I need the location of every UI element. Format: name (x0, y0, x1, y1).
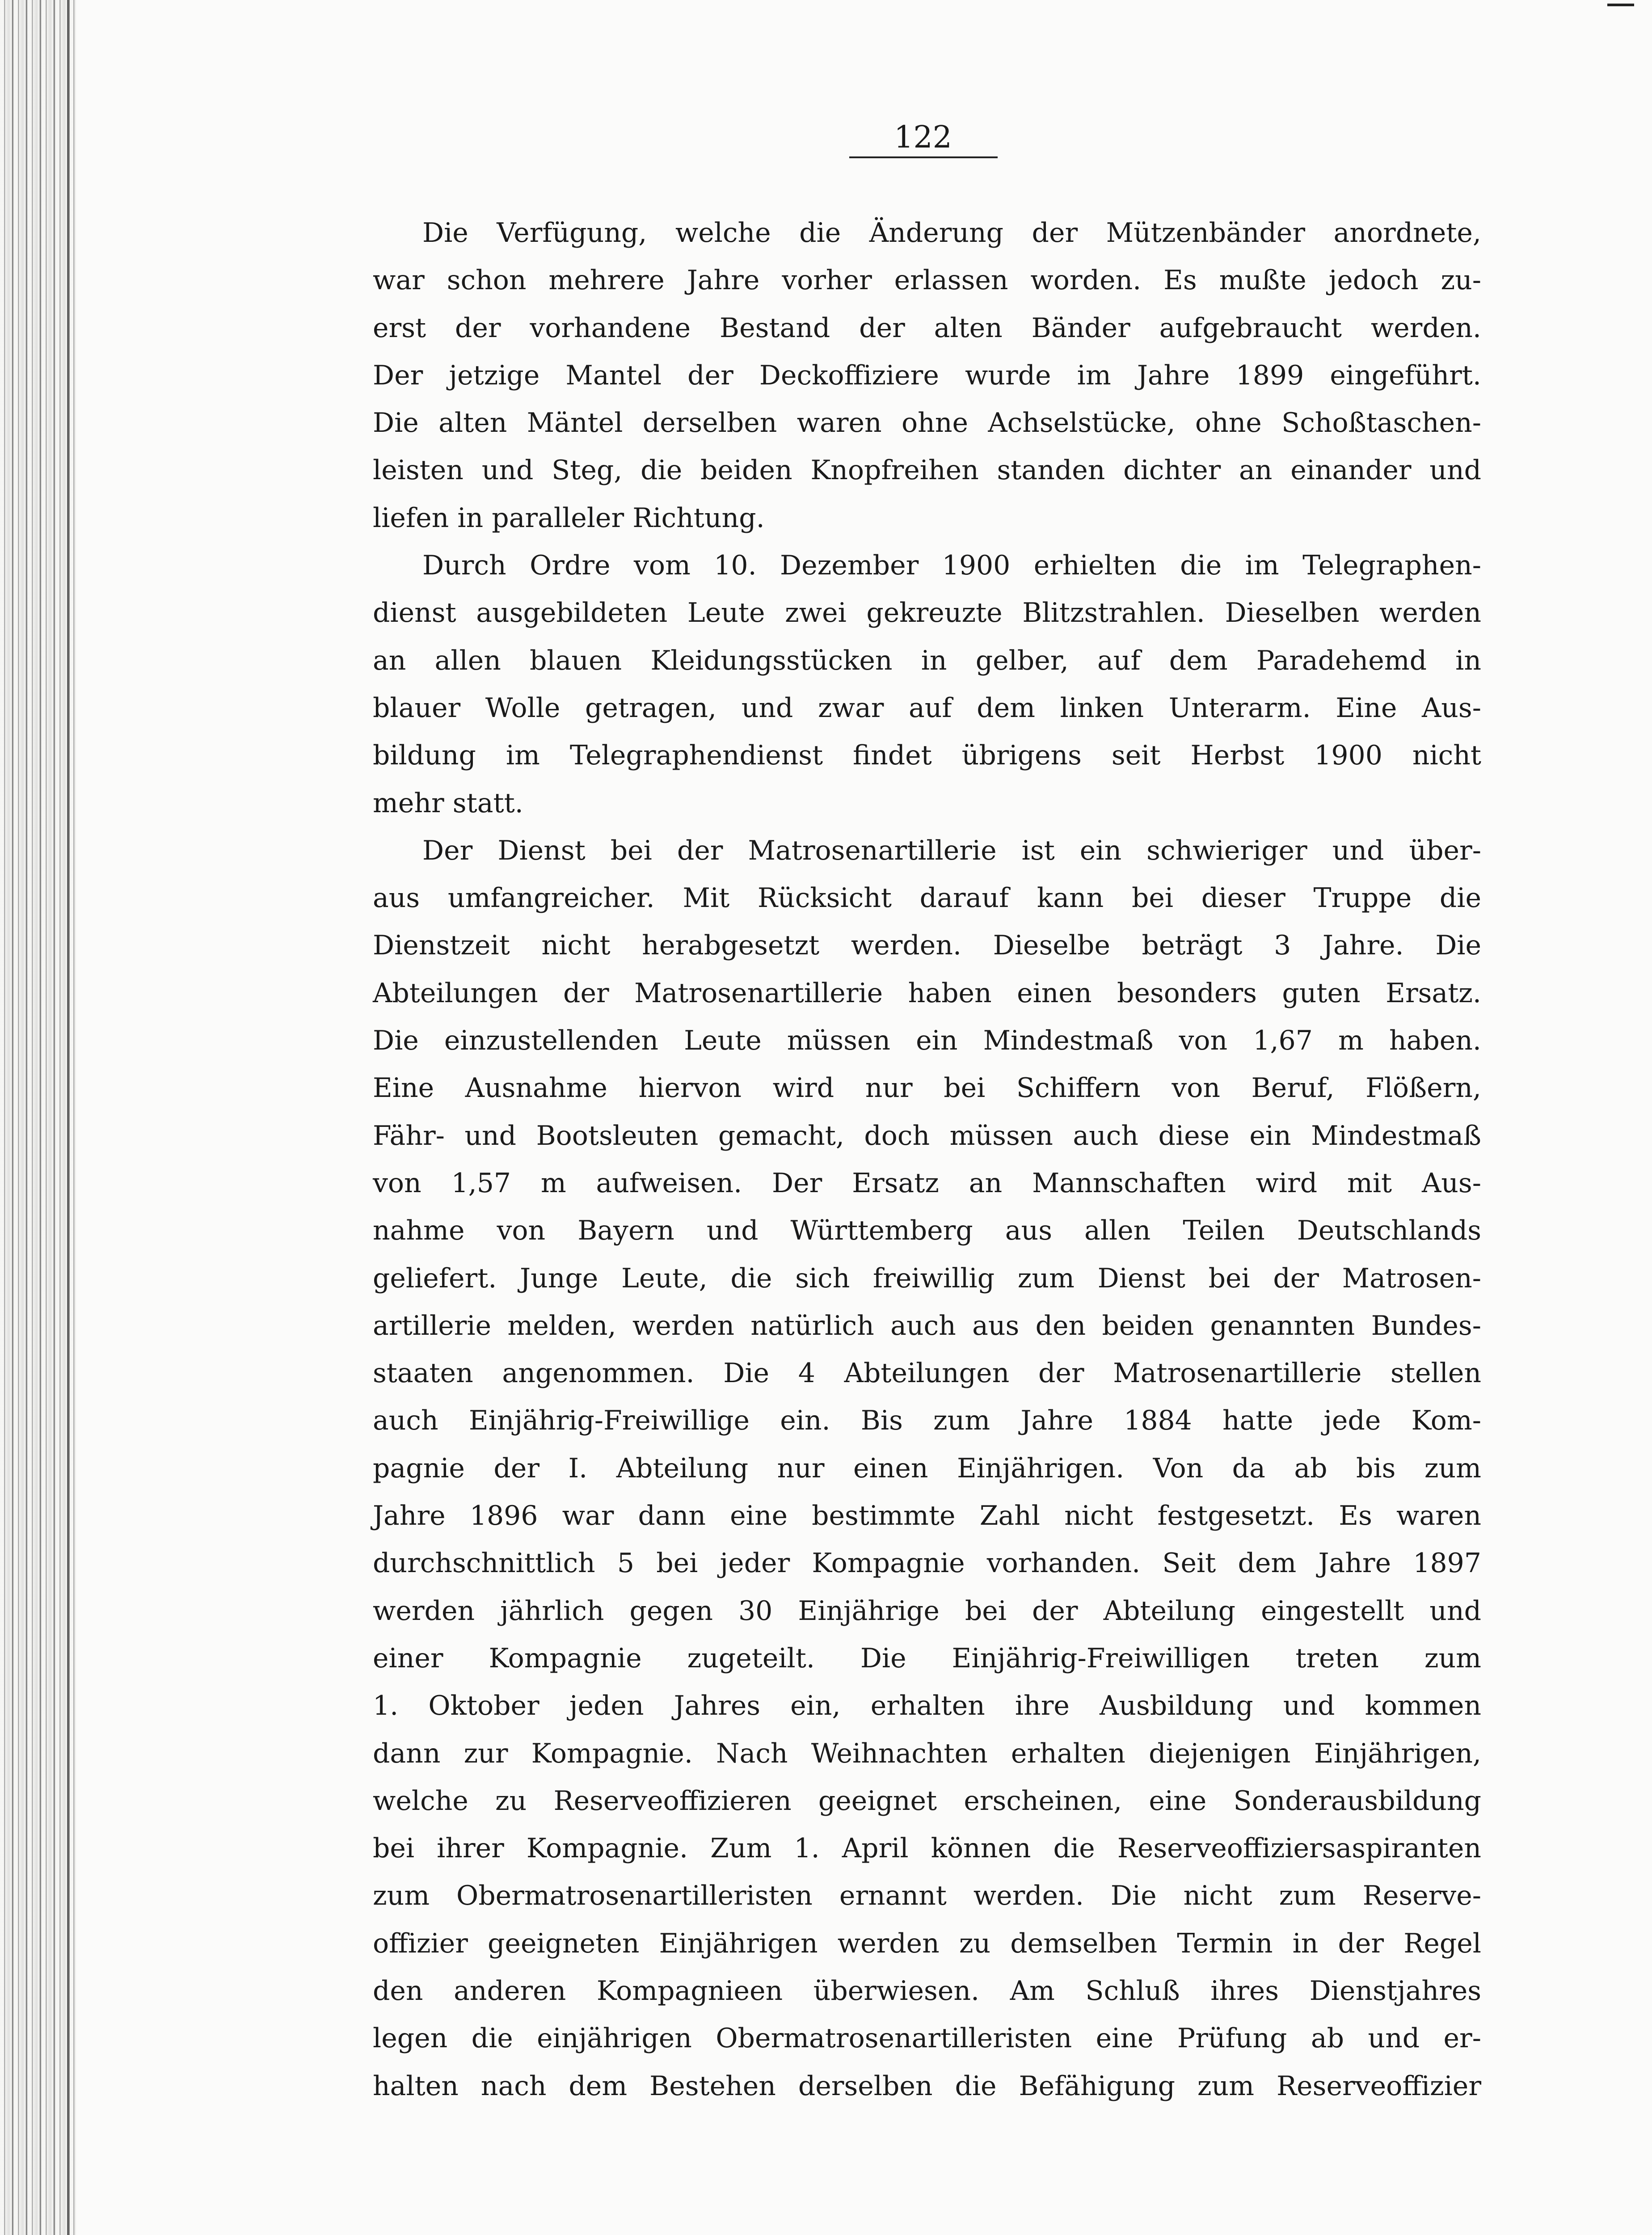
text-line: auch Einjährig-Freiwillige ein. Bis zum Jahre 1884 hatte jede Kom- (373, 1405, 1481, 1437)
text-line: blauer Wolle getragen, und zwar auf dem linken Unterarm. Eine Aus- (373, 692, 1481, 724)
text-line: war schon mehrere Jahre vorher erlassen worden. Es mußte jedoch zu- (373, 265, 1481, 296)
page-number: 122 (894, 120, 952, 155)
text-line: leisten und Steg, die beiden Knopfreihen standen dichter an einander und (373, 455, 1481, 486)
text-line: welche zu Reserveoffizieren geeignet erscheinen, eine Sonderausbildung (373, 1785, 1481, 1817)
paragraph (373, 542, 1481, 827)
text-line: werden jährlich gegen 30 Einjährige bei der Abteilung eingestellt und (373, 1595, 1481, 1627)
binding-shadow (67, 0, 70, 2235)
text-line: Die alten Mäntel derselben waren ohne Achselstücke, ohne Schoßtaschen- (373, 407, 1481, 439)
paragraph (373, 209, 1481, 542)
book-binding-edge (0, 0, 76, 2235)
text-line: artillerie melden, werden natürlich auch aus den beiden genannten Bundes- (373, 1310, 1481, 1341)
text-line: einer Kompagnie zugeteilt. Die Einjährig-Freiwilligen treten zum (373, 1642, 1481, 1674)
text-line: Dienstzeit nicht herabgesetzt werden. Dieselbe beträgt 3 Jahre. Die (373, 930, 1481, 961)
text-line: dann zur Kompagnie. Nach Weihnachten erhalten diejenigen Einjährigen, (373, 1737, 1481, 1769)
text-line: mehr statt. (373, 787, 523, 819)
text-line: Der Dienst bei der Matrosenartillerie ist ein schwieriger und über- (422, 835, 1481, 866)
text-line: Fähr- und Bootsleuten gemacht, doch müssen auch diese ein Mindestmaß (373, 1120, 1481, 1151)
text-line: 1. Oktober jeden Jahres ein, erhalten ihre Ausbildung und kommen (373, 1690, 1481, 1722)
text-line: den anderen Kompagnieen überwiesen. Am Schluß ihres Dienstjahres (373, 1975, 1481, 2007)
text-line: Die Verfügung, welche die Änderung der Mützenbänder anordnete, (422, 217, 1481, 249)
text-line: Abteilungen der Matrosenartillerie haben einen besonders guten Ersatz. (373, 977, 1481, 1009)
text-line: liefen in paralleler Richtung. (373, 502, 765, 534)
text-line: Der jetzige Mantel der Deckoffiziere wurde im Jahre 1899 eingeführt. (373, 359, 1481, 391)
text-line: legen die einjährigen Obermatrosenartilleristen eine Prüfung ab und er- (373, 2023, 1481, 2054)
text-line: durchschnittlich 5 bei jeder Kompagnie vorhanden. Seit dem Jahre 1897 (373, 1548, 1481, 1579)
text-line: dienst ausgebildeten Leute zwei gekreuzte Blitzstrahlen. Dieselben werden (373, 597, 1481, 629)
text-line: von 1,57 m aufweisen. Der Ersatz an Mannschaften wird mit Aus- (373, 1167, 1481, 1199)
corner-mark (1607, 4, 1634, 13)
text-line: erst der vorhandene Bestand der alten Bänder aufgebraucht werden. (373, 312, 1481, 344)
text-line: geliefert. Junge Leute, die sich freiwillig zum Dienst bei der Matrosen- (373, 1262, 1481, 1294)
text-line: bildung im Telegraphendienst findet übrigens seit Herbst 1900 nicht (373, 740, 1481, 772)
text-line: an allen blauen Kleidungsstücken in gelber, auf dem Paradehemd in (373, 645, 1481, 676)
paragraph (373, 827, 1481, 2110)
text-line: pagnie der I. Abteilung nur einen Einjährigen. Von da ab bis zum (373, 1452, 1481, 1484)
text-line: aus umfangreicher. Mit Rücksicht darauf kann bei dieser Truppe die (373, 882, 1481, 914)
text-line: Die einzustellenden Leute müssen ein Mindestmaß von 1,67 m haben. (373, 1025, 1481, 1057)
text-line: offizier geeigneten Einjährigen werden zu demselben Termin in der Regel (373, 1927, 1481, 1959)
page-number-rule (849, 156, 998, 158)
text-line: Durch Ordre vom 10. Dezember 1900 erhielten die im Telegraphen- (422, 550, 1481, 582)
text-line: Eine Ausnahme hiervon wird nur bei Schiffern von Beruf, Flößern, (373, 1072, 1481, 1104)
text-line: staaten angenommen. Die 4 Abteilungen der Matrosenartillerie stellen (373, 1358, 1481, 1389)
text-line: nahme von Bayern und Württemberg aus allen Teilen Deutschlands (373, 1215, 1481, 1247)
text-line: Jahre 1896 war dann eine bestimmte Zahl nicht festgesetzt. Es waren (373, 1500, 1481, 1532)
body-text (373, 209, 1481, 2110)
text-line: bei ihrer Kompagnie. Zum 1. April können die Reserveoffiziersaspiranten (373, 1833, 1481, 1864)
text-line: zum Obermatrosenartilleristen ernannt werden. Die nicht zum Reserve- (373, 1880, 1481, 1912)
text-line: halten nach dem Bestehen derselben die Befähigung zum Reserveoffizier (373, 2070, 1481, 2102)
